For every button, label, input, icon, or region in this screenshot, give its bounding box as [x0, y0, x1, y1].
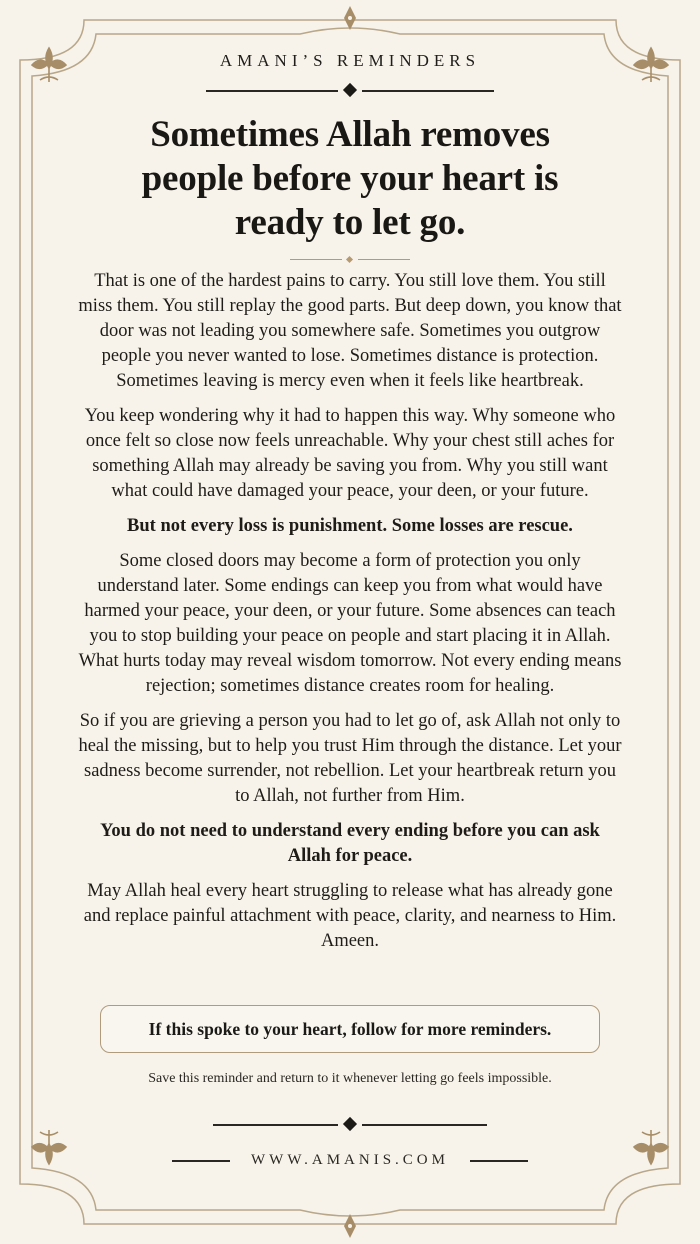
body-text [78, 269, 622, 964]
headline: Sometimes Allah removes people before your heart is ready to let go. [141, 114, 559, 243]
header-divider [0, 84, 700, 98]
bottom-ornament-icon [344, 1214, 356, 1238]
diamond-icon [343, 83, 357, 97]
follow-cta-text: If this spoke to your heart, follow for more reminders. [148, 1018, 552, 1039]
headline-divider [290, 255, 410, 265]
closing-dua: May Allah heal every heart struggling to release what has already gone and replace painful attachment with peace, clarity, and nearness to Him. Ameen. [83, 881, 617, 951]
follow-cta-box [100, 1005, 600, 1053]
top-ornament-icon [344, 6, 356, 30]
paragraph: Some closed doors may become a form of protection you only understand later. Some endings can keep you from what would have harmed your peace, your deen, or your future. Some absences can teach you to stop building your peace on people and start placing it in Allah. What hurts today may reveal wisdom tomorrow. Not every ending means rejection; sometimes distance creates room for healing. [78, 551, 622, 696]
website-link[interactable]: WWW.AMANIS.COM [251, 1152, 449, 1168]
small-diamond-icon [346, 256, 353, 263]
emphasis-line: But not every loss is punishment. Some losses are rescue. [127, 516, 573, 536]
footer-divider [0, 1118, 700, 1132]
paragraph: That is one of the hardest pains to carry. You still love them. You still miss them. You still replay the good parts. But deep down, you know that door was not leading you somewhere safe. Sometimes you outgrow people you never wanted to lose. Sometimes distance is protection. Sometimes leaving is mercy even when it feels like heartbreak. [78, 271, 622, 391]
brand-title: AMANI’S REMINDERS [219, 51, 481, 70]
diamond-icon [343, 1117, 357, 1131]
save-note: Save this reminder and return to it whenever letting go feels impossible. [148, 1071, 552, 1086]
paragraph: So if you are grieving a person you had to let go of, ask Allah not only to heal the missing, but to help you trust Him through the distance. Let your sadness become surrender, not rebellion. Let your heartbreak return you to Allah, not further from Him. [78, 711, 622, 806]
emphasis-line: You do not need to understand every ending before you can ask Allah for peace. [100, 821, 600, 866]
paragraph: You keep wondering why it had to happen this way. Why someone who once felt so close now feels unreachable. Why your chest still aches for something Allah may already be saving you from. Why you still want what could have damaged your peace, your deen, or your future. [84, 406, 616, 501]
